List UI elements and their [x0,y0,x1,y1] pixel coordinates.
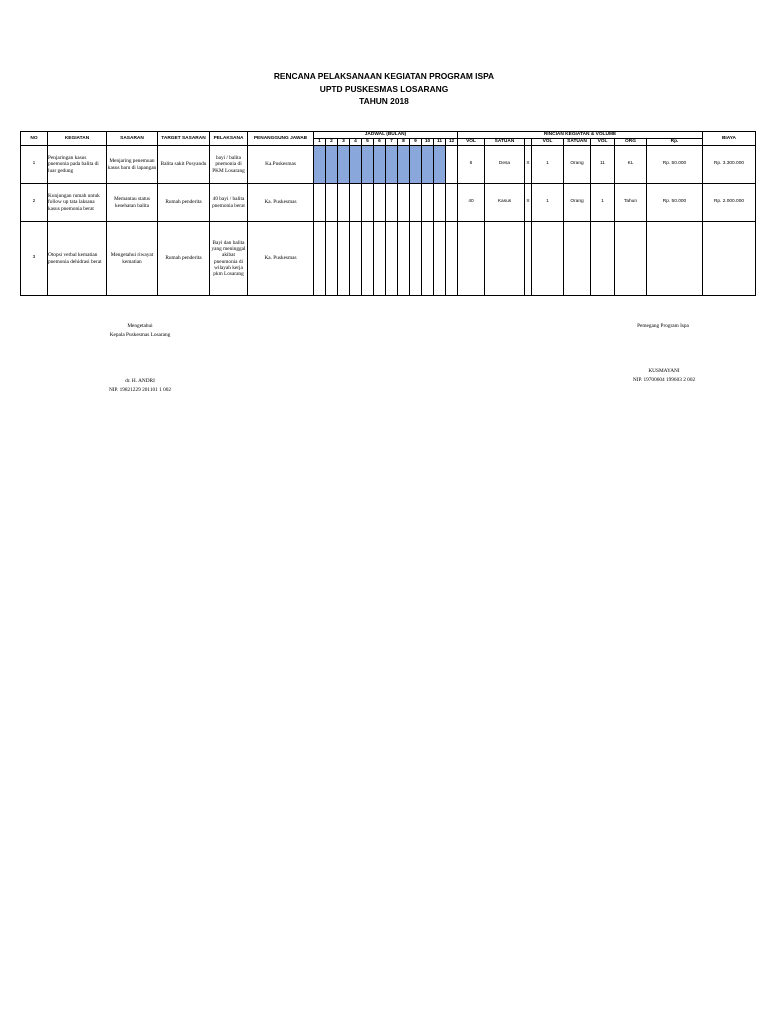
header-no: NO [21,132,48,146]
header-rincian-vol-3: VOL [591,139,615,146]
row-biaya: Rp. 2.000.000 [703,184,756,222]
header-month: 1 [314,139,326,146]
row-x: X [525,146,532,184]
schedule-cell [362,222,374,296]
row-kegiatan: Otopsi verbal kematian pnemonia dehidrasi berat [48,222,107,296]
header-month: 3 [338,139,350,146]
signature-left-line1: Mengetahui [127,323,153,329]
schedule-cell [374,222,386,296]
signature-left-line2: Kepala Puskesmas Losarang [109,331,171,338]
row-sasaran: Mengetahui riwayat kematian [107,222,158,296]
table-row [21,184,756,222]
row-vol-3: 11 [591,146,615,184]
schedule-cell [446,184,458,222]
header-month: 5 [362,139,374,146]
schedule-cell [338,222,350,296]
header-month: 9 [410,139,422,146]
row-vol-2: 1 [532,184,564,222]
schedule-cell [410,184,422,222]
header-sasaran: SASARAN [107,132,158,146]
row-rp [647,222,703,296]
header-rincian-org: ORG [615,139,647,146]
schedule-cell [350,222,362,296]
header-month: 2 [326,139,338,146]
schedule-cell [422,222,434,296]
row-kegiatan: Penjaringan kasus pnemonia pada balita di luar gedung [48,146,107,184]
row-penanggung-jawab: Ka. Puskesmas [248,222,314,296]
header-month: 8 [398,139,410,146]
header-rincian-satuan: SATUAN [485,139,525,146]
row-x [525,222,532,296]
row-satuan [485,222,525,296]
signature-right-block [614,367,714,384]
schedule-cell-active [410,146,422,184]
row-vol-2 [532,222,564,296]
schedule-cell [326,222,338,296]
row-no: 1 [21,146,48,184]
row-pelaksana: Bayi dan balita yang meninggal akibat pneumonia di wilayah kerja pkm Losarang [210,222,248,296]
header-jadwal: JADWAL (BULAN) [314,132,458,139]
signature-left-header [100,322,180,339]
row-biaya [703,222,756,296]
row-target-sasaran: Rumah penderita [158,184,210,222]
document-title [0,70,768,108]
row-pelaksana: 40 bayi / balita pnemonia berat [210,184,248,222]
schedule-cell-active [422,146,434,184]
signature-right-line1: Pemegang Program Ispa [637,323,689,329]
header-month: 6 [374,139,386,146]
title-line-2: UPTD PUSKESMAS LOSARANG [319,83,449,94]
table-row [21,222,756,296]
header-target-sasaran: TARGET SASARAN [158,132,210,146]
header-kegiatan: KEGIATAN [48,132,107,146]
schedule-cell-active [434,146,446,184]
row-satuan: Desa [485,146,525,184]
signature-left-name: dr. H. ANDRI [125,378,155,384]
row-org: Tahun [615,184,647,222]
header-pelaksana: PELAKSANA [210,132,248,146]
row-satuan-2 [564,222,591,296]
signature-left-nip: NIP. 19821229 201101 1 002 [108,386,172,393]
header-month: 10 [422,139,434,146]
row-sasaran: Menjaring penemuan kasus baru di lapangan [107,146,158,184]
row-vol-2: 1 [532,146,564,184]
row-penanggung-jawab: Ka. Puskesmas [248,184,314,222]
row-target-sasaran: Rumah penderita [158,222,210,296]
row-penanggung-jawab: Ka.Puskesmas [248,146,314,184]
signature-right-header [618,322,708,331]
header-rincian-vol: VOL [458,139,485,146]
schedule-cell [386,222,398,296]
schedule-cell [398,222,410,296]
row-x: X [525,184,532,222]
row-satuan: Kasus [485,184,525,222]
row-org [615,222,647,296]
row-kegiatan: Kunjungan rumah untuk follow up tata laksana kasus pnemonia berat [48,184,107,222]
schedule-cell-active [350,146,362,184]
schedule-cell-active [374,146,386,184]
header-rincian-satuan-2: SATUAN [564,139,591,146]
row-org: KL [615,146,647,184]
schedule-cell [446,146,458,184]
header-rincian-vol-2: VOL [532,139,564,146]
header-month: 7 [386,139,398,146]
schedule-cell [326,184,338,222]
row-vol-3: 1 [591,184,615,222]
schedule-cell [434,222,446,296]
schedule-cell [386,184,398,222]
row-target-sasaran: Balita sakit Posyandu [158,146,210,184]
header-rincian-x [525,139,532,146]
schedule-cell [362,184,374,222]
schedule-cell-active [338,146,350,184]
schedule-cell-active [398,146,410,184]
row-rp: Rp. 50.000 [647,146,703,184]
header-biaya: BIAYA [703,132,756,146]
header-month: 11 [434,139,446,146]
schedule-cell [434,184,446,222]
signature-right-nip: NIP. 19700604 199603 2 002 [632,376,696,383]
schedule-cell-active [326,146,338,184]
schedule-cell [398,184,410,222]
row-vol: 40 [458,184,485,222]
schedule-cell-active [386,146,398,184]
header-month: 12 [446,139,458,146]
schedule-cell [410,222,422,296]
row-pelaksana: bayi / balita pnemonia di PKM Losarang [210,146,248,184]
title-line-3: TAHUN 2018 [359,96,409,106]
header-penanggung-jawab: PENANGGUNG JAWAB [248,132,314,146]
row-vol [458,222,485,296]
row-no: 3 [21,222,48,296]
schedule-cell-active [362,146,374,184]
header-rincian: RINCIAN KEGIATAN & VOLUME [458,132,703,139]
schedule-cell [374,184,386,222]
row-vol-3 [591,222,615,296]
schedule-cell [422,184,434,222]
schedule-cell-active [314,146,326,184]
row-rp: Rp. 50.000 [647,184,703,222]
title-line-1: RENCANA PELAKSANAAN KEGIATAN PROGRAM ISPA [273,71,495,81]
signature-left-block [90,377,190,394]
row-satuan-2: Orang [564,184,591,222]
row-sasaran: Memantau status kesehatan balita [107,184,158,222]
row-no: 2 [21,184,48,222]
schedule-cell [314,184,326,222]
table-row [21,146,756,184]
row-biaya: Rp. 3.300.000 [703,146,756,184]
row-satuan-2: Orang [564,146,591,184]
row-vol: 6 [458,146,485,184]
signature-right-name: KUSMAYANI [648,368,680,374]
schedule-cell [338,184,350,222]
header-month: 4 [350,139,362,146]
activity-plan-table [20,131,756,296]
header-rincian-rp: Rp. [647,139,703,146]
schedule-cell [446,222,458,296]
schedule-cell [314,222,326,296]
schedule-cell [350,184,362,222]
